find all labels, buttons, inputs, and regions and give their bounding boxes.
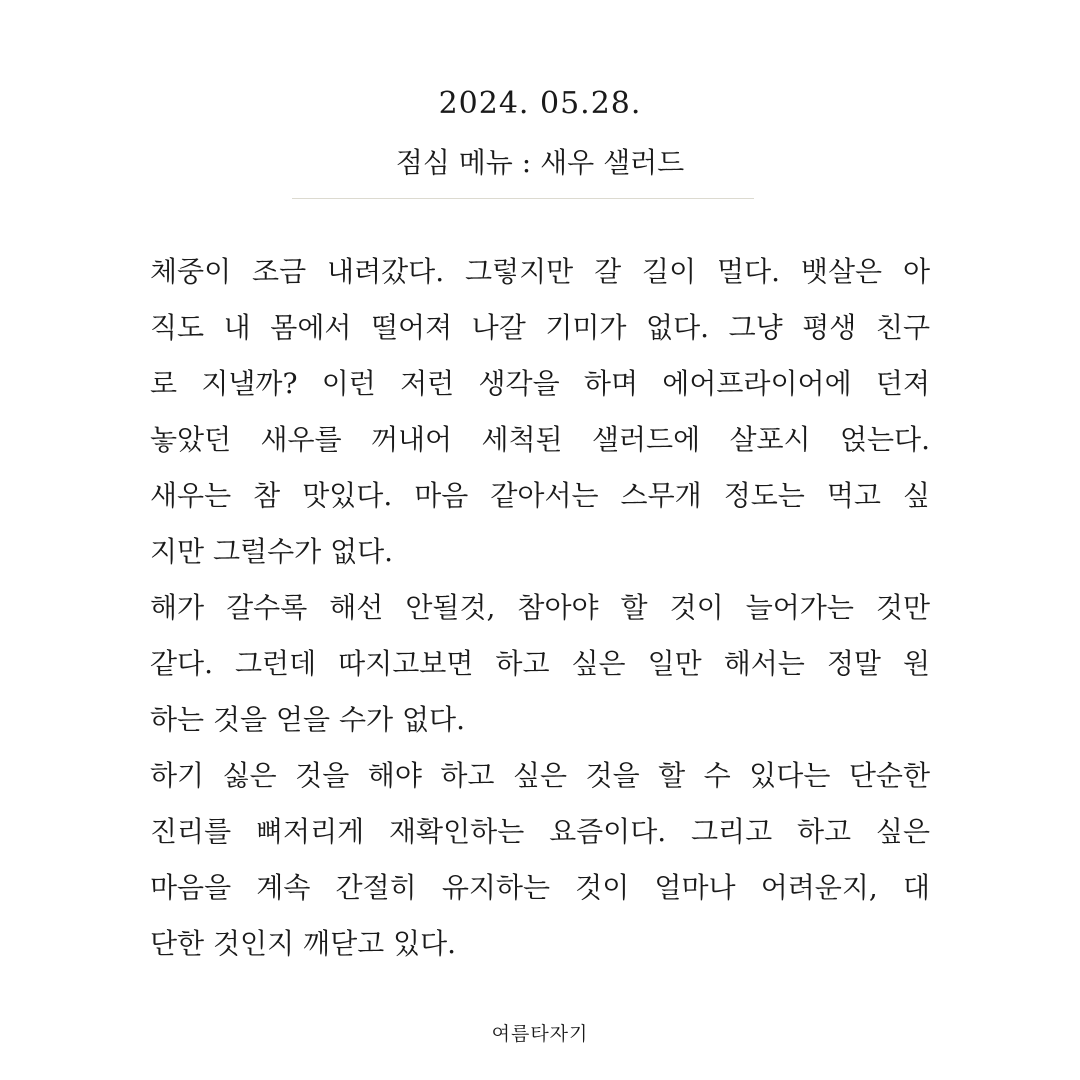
entry-subtitle: 점심 메뉴 : 새우 샐러드: [395, 146, 685, 179]
body-line: 하는 것을 얻을 수가 없다.: [150, 703, 465, 736]
body-line: 같다. 그런데 따지고보면 하고 싶은 일만 해서는 정말 원: [150, 647, 930, 680]
body-line: 하기 싫은 것을 해야 하고 싶은 것을 할 수 있다는 단순한: [150, 759, 930, 792]
body-line: 직도 내 몸에서 떨어져 나갈 기미가 없다. 그냥 평생 친구: [150, 311, 930, 344]
author-signature: 여름타자기: [491, 1023, 589, 1045]
body-line: 지만 그럴수가 없다.: [150, 535, 394, 568]
body-line: 진리를 뼈저리게 재확인하는 요즘이다. 그리고 하고 싶은: [150, 815, 930, 848]
body-line: 놓았던 새우를 꺼내어 세척된 샐러드에 살포시 얹는다.: [150, 423, 930, 456]
body-line: 마음을 계속 간절히 유지하는 것이 얼마나 어려운지, 대: [150, 871, 930, 904]
title-divider: [292, 198, 754, 199]
body-line: 해가 갈수록 해선 안될것, 참아야 할 것이 늘어가는 것만: [150, 591, 930, 624]
entry-body: [150, 244, 930, 972]
body-line: 단한 것인지 깨닫고 있다.: [150, 927, 457, 960]
entry-date: 2024. 05.28.: [438, 86, 642, 121]
body-line: 새우는 참 맛있다. 마음 같아서는 스무개 정도는 먹고 싶: [150, 479, 930, 512]
body-line: 로 지낼까? 이런 저런 생각을 하며 에어프라이어에 던져: [150, 367, 930, 400]
body-line: 체중이 조금 내려갔다. 그렇지만 갈 길이 멀다. 뱃살은 아: [150, 255, 930, 288]
